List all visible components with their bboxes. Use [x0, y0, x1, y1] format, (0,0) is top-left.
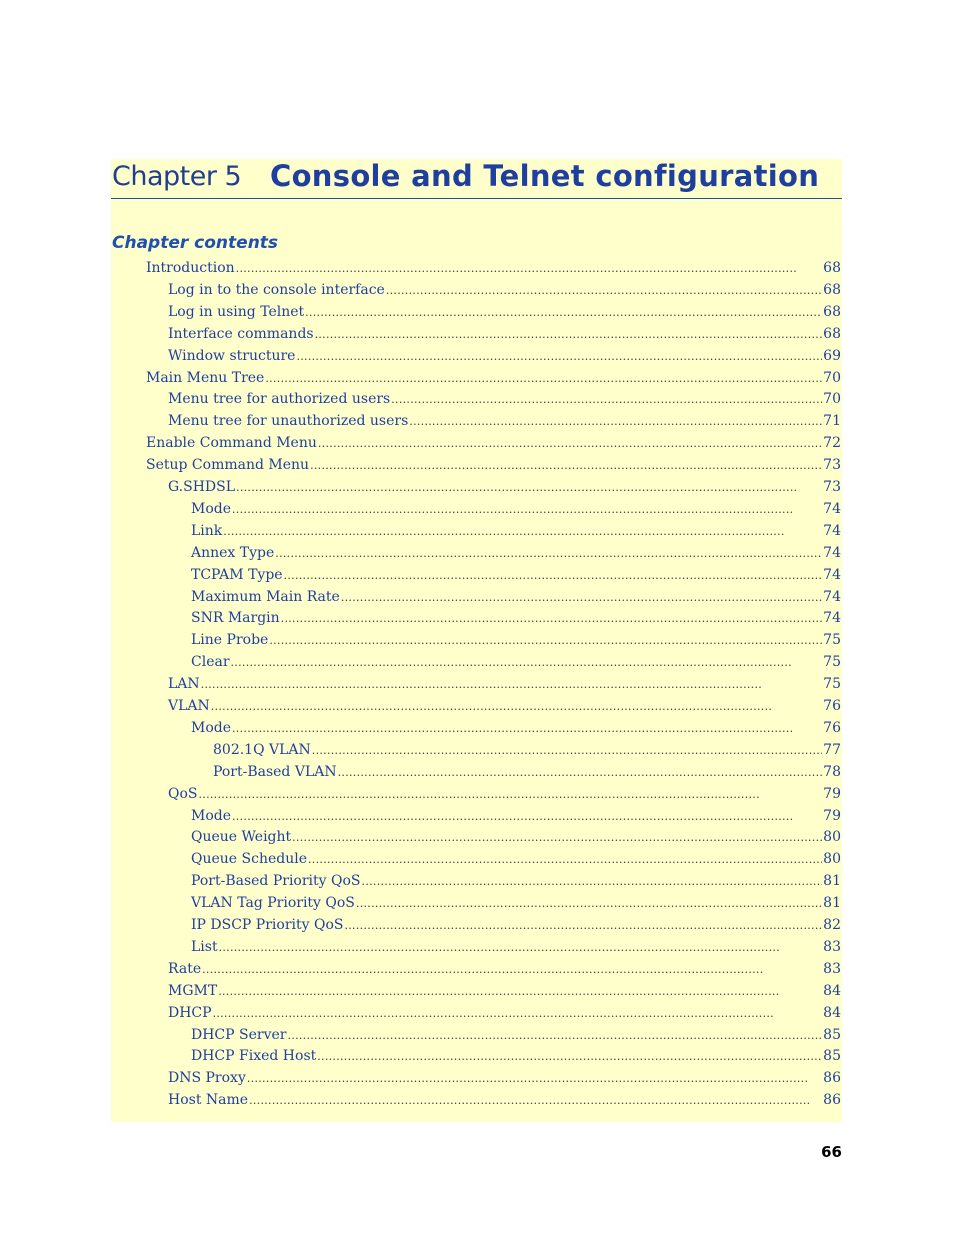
toc-entry[interactable] — [168, 389, 841, 409]
toc-dot-leader — [310, 456, 822, 476]
toc-entry-page: 75 — [823, 676, 841, 692]
toc-entry[interactable] — [168, 959, 841, 979]
toc-dot-leader — [219, 938, 823, 958]
toc-entry-page: 81 — [823, 895, 841, 911]
toc-entry-page: 85 — [823, 1048, 841, 1064]
toc-entry-page: 84 — [823, 1005, 841, 1021]
toc-dot-leader — [265, 369, 822, 389]
chapter-label: Chapter 5 — [112, 161, 242, 192]
toc-entry-title: Menu tree for unauthorized users — [168, 413, 409, 429]
toc-entry-page: 72 — [823, 435, 841, 451]
toc-entry[interactable] — [146, 258, 841, 278]
toc-entry[interactable] — [146, 455, 841, 475]
toc-dot-leader — [236, 478, 822, 498]
toc-entry[interactable] — [191, 806, 841, 826]
toc-entry-page: 68 — [823, 260, 841, 276]
toc-entry-title: Window structure — [168, 348, 296, 364]
toc-dot-leader — [308, 850, 822, 870]
toc-entry[interactable] — [191, 849, 841, 869]
toc-entry[interactable] — [191, 893, 841, 913]
toc-entry[interactable] — [168, 302, 841, 322]
toc-entry-title: Host Name — [168, 1092, 249, 1108]
toc-entry-page: 68 — [823, 282, 841, 298]
toc-entry-title: Mode — [191, 720, 232, 736]
toc-entry[interactable] — [168, 324, 841, 344]
toc-entry-page: 80 — [823, 851, 841, 867]
toc-entry-title: Log in using Telnet — [168, 304, 305, 320]
toc-entry-page: 68 — [823, 326, 841, 342]
toc-entry-page: 83 — [823, 961, 841, 977]
toc-entry[interactable] — [191, 630, 841, 650]
toc-entry-page: 80 — [823, 829, 841, 845]
toc-entry-page: 74 — [823, 523, 841, 539]
toc-dot-leader — [213, 1004, 823, 1024]
toc-entry-page: 74 — [823, 589, 841, 605]
toc-entry[interactable] — [191, 1025, 841, 1045]
toc-dot-leader — [199, 785, 823, 805]
toc-entry-title: DNS Proxy — [168, 1070, 246, 1086]
toc-entry-page: 84 — [823, 983, 841, 999]
toc-dot-leader — [281, 609, 823, 629]
toc-dot-leader — [275, 544, 822, 564]
toc-dot-leader — [211, 697, 822, 717]
toc-dot-leader — [201, 675, 823, 695]
toc-dot-leader — [236, 259, 823, 279]
toc-entry[interactable] — [168, 346, 841, 366]
toc-dot-leader — [296, 347, 822, 367]
toc-entry-title: Main Menu Tree — [146, 370, 265, 386]
toc-entry-title: Enable Command Menu — [146, 435, 317, 451]
toc-entry-page: 86 — [823, 1070, 841, 1086]
toc-entry-title: Setup Command Menu — [146, 457, 310, 473]
toc-entry-page: 75 — [823, 632, 841, 648]
toc-entry-page: 74 — [823, 501, 841, 517]
toc-entry-page: 75 — [823, 654, 841, 670]
toc-entry-title: VLAN Tag Priority QoS — [191, 895, 355, 911]
toc-entry-title: IP DSCP Priority QoS — [191, 917, 344, 933]
toc-entry[interactable] — [191, 871, 841, 891]
toc-entry-title: DHCP — [168, 1005, 212, 1021]
chapter-title: Console and Telnet configuration — [270, 159, 820, 193]
toc-entry-page: 69 — [823, 348, 841, 364]
toc-entry-title: LAN — [168, 676, 200, 692]
toc-entry[interactable] — [168, 477, 841, 497]
toc-entry-page: 79 — [823, 786, 841, 802]
toc-entry-page: 83 — [823, 939, 841, 955]
toc-entry-page: 78 — [823, 764, 841, 780]
toc-dot-leader — [218, 982, 822, 1002]
toc-entry-page: 76 — [823, 720, 841, 736]
toc-entry-page: 74 — [823, 567, 841, 583]
toc-entry[interactable] — [168, 784, 841, 804]
toc-entry-title: MGMT — [168, 983, 218, 999]
toc-entry[interactable] — [191, 587, 841, 607]
contents-heading: Chapter contents — [112, 233, 279, 253]
toc-entry-title: Port-Based Priority QoS — [191, 873, 361, 889]
toc-entry-page: 77 — [823, 742, 841, 758]
toc-entry-title: Menu tree for authorized users — [168, 391, 391, 407]
toc-entry[interactable] — [213, 762, 841, 782]
toc-entry-page: 73 — [823, 457, 841, 473]
toc-entry-title: Link — [191, 523, 223, 539]
toc-entry-title: Line Probe — [191, 632, 269, 648]
toc-entry-title: Annex Type — [191, 545, 275, 561]
toc-dot-leader — [341, 588, 822, 608]
toc-entry-title: SNR Margin — [191, 610, 280, 626]
toc-entry[interactable] — [191, 937, 841, 957]
toc-entry[interactable] — [191, 521, 841, 541]
toc-dot-leader — [287, 1026, 822, 1046]
toc-entry[interactable] — [191, 1046, 841, 1066]
toc-entry[interactable] — [191, 652, 841, 672]
toc-entry-page: 79 — [823, 808, 841, 824]
toc-entry[interactable] — [191, 565, 841, 585]
toc-entry-page: 76 — [823, 698, 841, 714]
toc-dot-leader — [232, 807, 822, 827]
toc-entry-page: 74 — [823, 610, 841, 626]
toc-dot-leader — [305, 303, 822, 323]
toc-entry-title: Introduction — [146, 260, 235, 276]
toc-entry-title: VLAN — [168, 698, 210, 714]
toc-dot-leader — [356, 894, 822, 914]
toc-dot-leader — [344, 916, 822, 936]
toc-entry[interactable] — [168, 696, 841, 716]
toc-entry[interactable] — [191, 915, 841, 935]
toc-entry-title: G.SHDSL — [168, 479, 236, 495]
toc-dot-leader — [292, 828, 822, 848]
toc-entry[interactable] — [191, 608, 841, 628]
toc-entry-page: 81 — [823, 873, 841, 889]
toc-entry[interactable] — [168, 1090, 841, 1110]
toc-entry-title: Queue Schedule — [191, 851, 308, 867]
toc-dot-leader — [386, 281, 822, 301]
toc-dot-leader — [247, 1069, 822, 1089]
toc-entry[interactable] — [168, 411, 841, 431]
toc-dot-leader — [202, 960, 822, 980]
toc-dot-leader — [312, 741, 822, 761]
toc-entry-page: 74 — [823, 545, 841, 561]
toc-entry-title: Log in to the console interface — [168, 282, 385, 298]
toc-entry[interactable] — [146, 368, 841, 388]
toc-entry-title: Clear — [191, 654, 230, 670]
toc-entry[interactable] — [168, 1068, 841, 1088]
toc-dot-leader — [284, 566, 823, 586]
toc-entry-page: 70 — [823, 391, 841, 407]
toc-entry-title: DHCP Server — [191, 1027, 287, 1043]
toc-entry[interactable] — [168, 674, 841, 694]
toc-dot-leader — [338, 763, 823, 783]
toc-entry-page: 70 — [823, 370, 841, 386]
toc-dot-leader — [409, 412, 822, 432]
toc-entry-title: Mode — [191, 808, 232, 824]
toc-entry-page: 73 — [823, 479, 841, 495]
toc-dot-leader — [391, 390, 822, 410]
toc-entry[interactable] — [213, 740, 841, 760]
page-number: 66 — [821, 1143, 842, 1161]
toc-dot-leader — [362, 872, 823, 892]
toc-dot-leader — [269, 631, 822, 651]
toc-entry-title: Rate — [168, 961, 202, 977]
toc-dot-leader — [249, 1091, 822, 1111]
toc-entry-title: TCPAM Type — [191, 567, 283, 583]
toc-entry-title: Maximum Main Rate — [191, 589, 340, 605]
toc-entry-title: DHCP Fixed Host — [191, 1048, 317, 1064]
toc-dot-leader — [232, 719, 822, 739]
toc-entry-title: QoS — [168, 786, 198, 802]
toc-dot-leader — [231, 653, 823, 673]
toc-entry-page: 82 — [823, 917, 841, 933]
toc-dot-leader — [223, 522, 822, 542]
toc-entry[interactable] — [191, 499, 841, 519]
toc-entry[interactable] — [191, 718, 841, 738]
toc-entry[interactable] — [168, 280, 841, 300]
toc-entry-title: Queue Weight — [191, 829, 292, 845]
toc-entry[interactable] — [168, 1003, 841, 1023]
toc-entry-title: List — [191, 939, 218, 955]
toc-entry-page: 86 — [823, 1092, 841, 1108]
toc-entry[interactable] — [191, 543, 841, 563]
toc-dot-leader — [315, 325, 823, 345]
toc-entry-page: 85 — [823, 1027, 841, 1043]
toc-entry-page: 71 — [823, 413, 841, 429]
toc-entry[interactable] — [146, 433, 841, 453]
toc-entry-page: 68 — [823, 304, 841, 320]
toc-entry-title: 802.1Q VLAN — [213, 742, 311, 758]
toc-entry-title: Interface commands — [168, 326, 314, 342]
toc-entry-title: Mode — [191, 501, 232, 517]
toc-entry[interactable] — [191, 827, 841, 847]
toc-dot-leader — [318, 434, 822, 454]
toc-entry-title: Port-Based VLAN — [213, 764, 337, 780]
toc-dot-leader — [317, 1047, 822, 1067]
toc-dot-leader — [232, 500, 822, 520]
toc-entry[interactable] — [168, 981, 841, 1001]
